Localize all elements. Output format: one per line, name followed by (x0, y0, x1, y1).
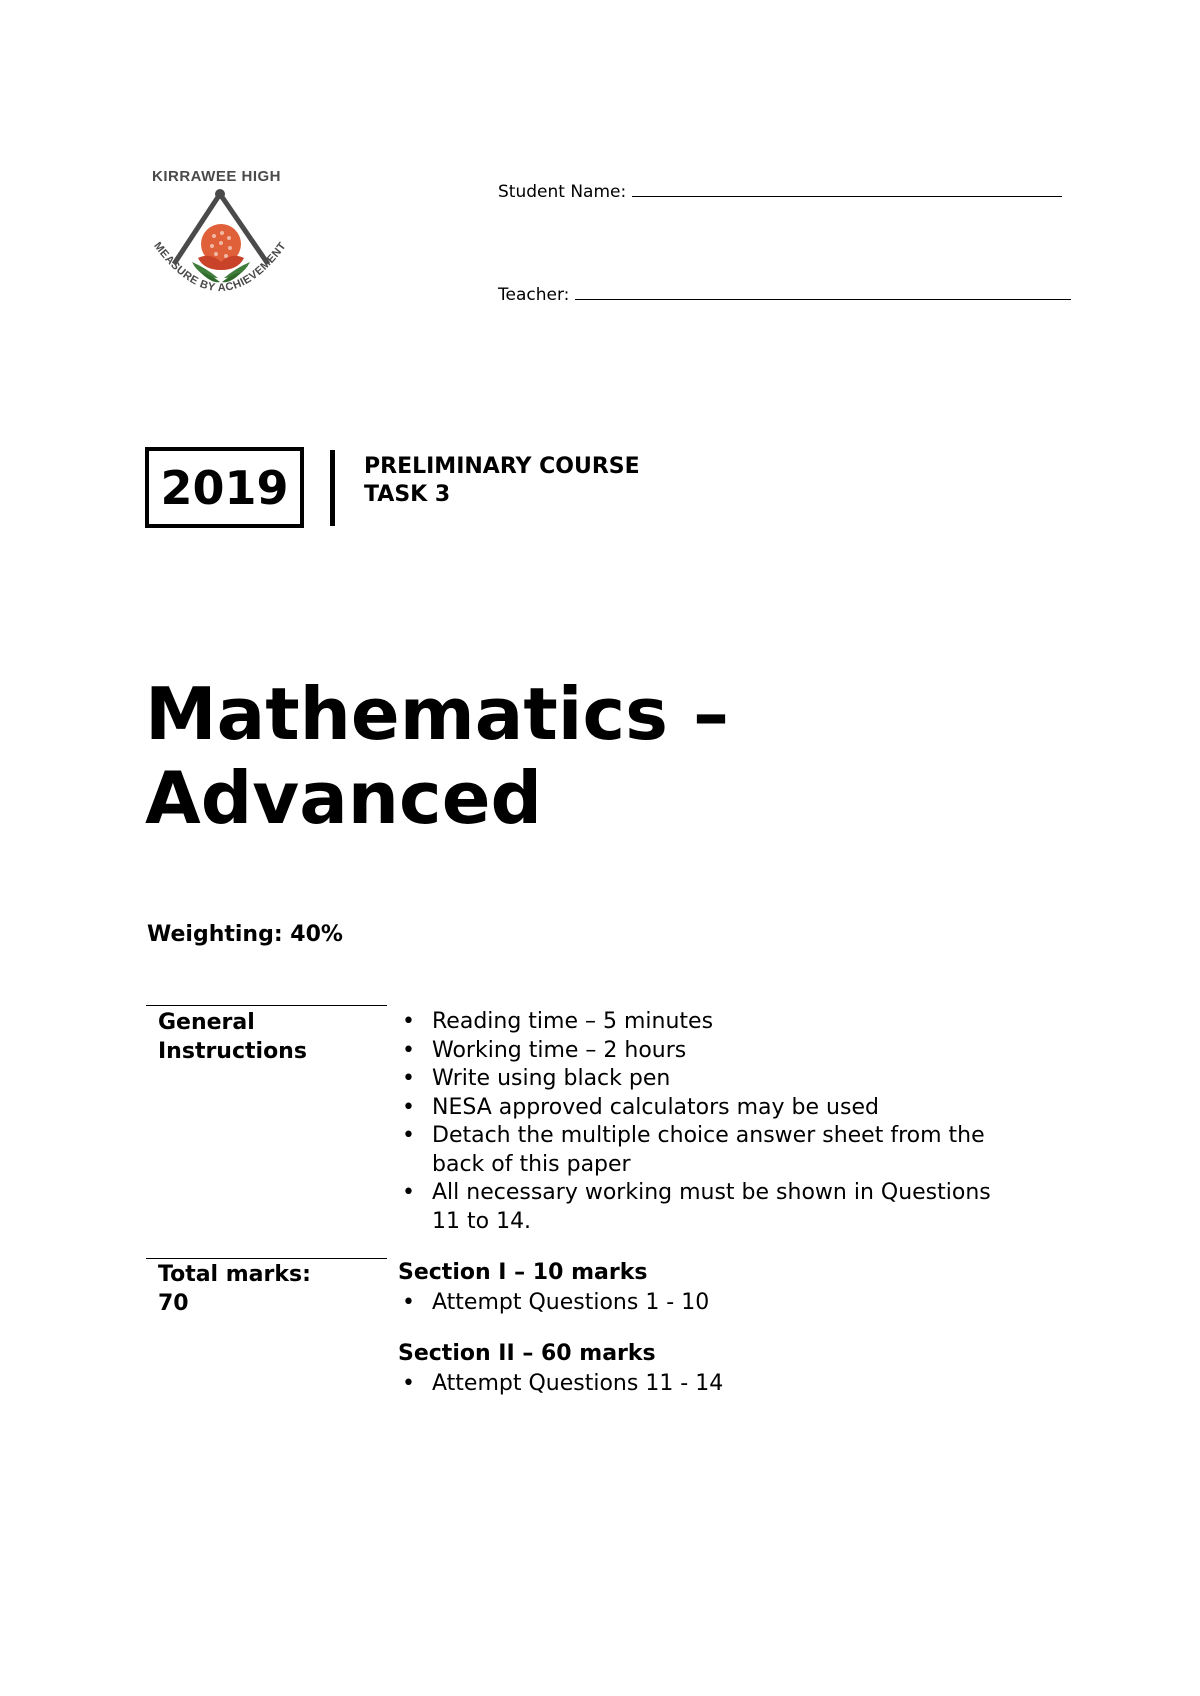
section-1-list (398, 1289, 1098, 1318)
list-item: • Attempt Questions 11 - 14 (402, 1371, 724, 1396)
school-motto: MEASURE BY ACHIEVEMENT (151, 240, 289, 295)
course-line-1: PRELIMINARY COURSE (364, 454, 640, 479)
divider-total (146, 1258, 387, 1259)
list-item: • Working time – 2 hours (402, 1037, 687, 1063)
divider-general (146, 1005, 387, 1006)
general-label-line-2: Instructions (158, 1039, 307, 1064)
total-marks-label (158, 1260, 311, 1318)
course-heading (364, 453, 640, 509)
title-line-1: Mathematics – (145, 672, 730, 756)
page-title (145, 672, 729, 840)
course-line-2: TASK 3 (364, 482, 451, 507)
general-instructions-list (398, 1008, 1098, 1236)
section-1-heading: Section I – 10 marks (398, 1260, 648, 1285)
student-name-field[interactable] (498, 182, 1062, 202)
list-item: • Reading time – 5 minutes (402, 1009, 714, 1034)
section-2-list (398, 1370, 1098, 1399)
list-item: • Detach the multiple choice answer sheet from the back of this paper (402, 1123, 985, 1177)
teacher-field[interactable] (498, 285, 1071, 305)
teacher-blank[interactable] (575, 285, 1071, 300)
list-item: • NESA approved calculators may be used (402, 1094, 879, 1120)
total-marks-line-1: Total marks: (158, 1262, 311, 1287)
list-item: • Write using black pen (402, 1066, 671, 1091)
section-2-heading: Section II – 60 marks (398, 1341, 656, 1366)
year-text: 2019 (160, 460, 289, 515)
student-name-blank[interactable] (632, 182, 1062, 197)
list-item: • Attempt Questions 1 - 10 (402, 1290, 710, 1315)
year-box (145, 447, 304, 528)
total-marks-value: 70 (158, 1291, 189, 1316)
teacher-label: Teacher: (498, 285, 570, 305)
student-name-label: Student Name: (498, 182, 627, 202)
school-crest-icon (140, 186, 300, 311)
year-divider (330, 450, 335, 526)
general-label-line-1: General (158, 1010, 255, 1035)
general-instructions-label (158, 1008, 307, 1066)
weighting: Weighting: 40% (147, 922, 343, 947)
school-name: KIRRAWEE HIGH (152, 168, 282, 185)
school-logo (140, 168, 300, 308)
list-item: • All necessary working must be shown in Questions 11 to 14. (402, 1180, 991, 1234)
title-line-2: Advanced (145, 756, 543, 840)
